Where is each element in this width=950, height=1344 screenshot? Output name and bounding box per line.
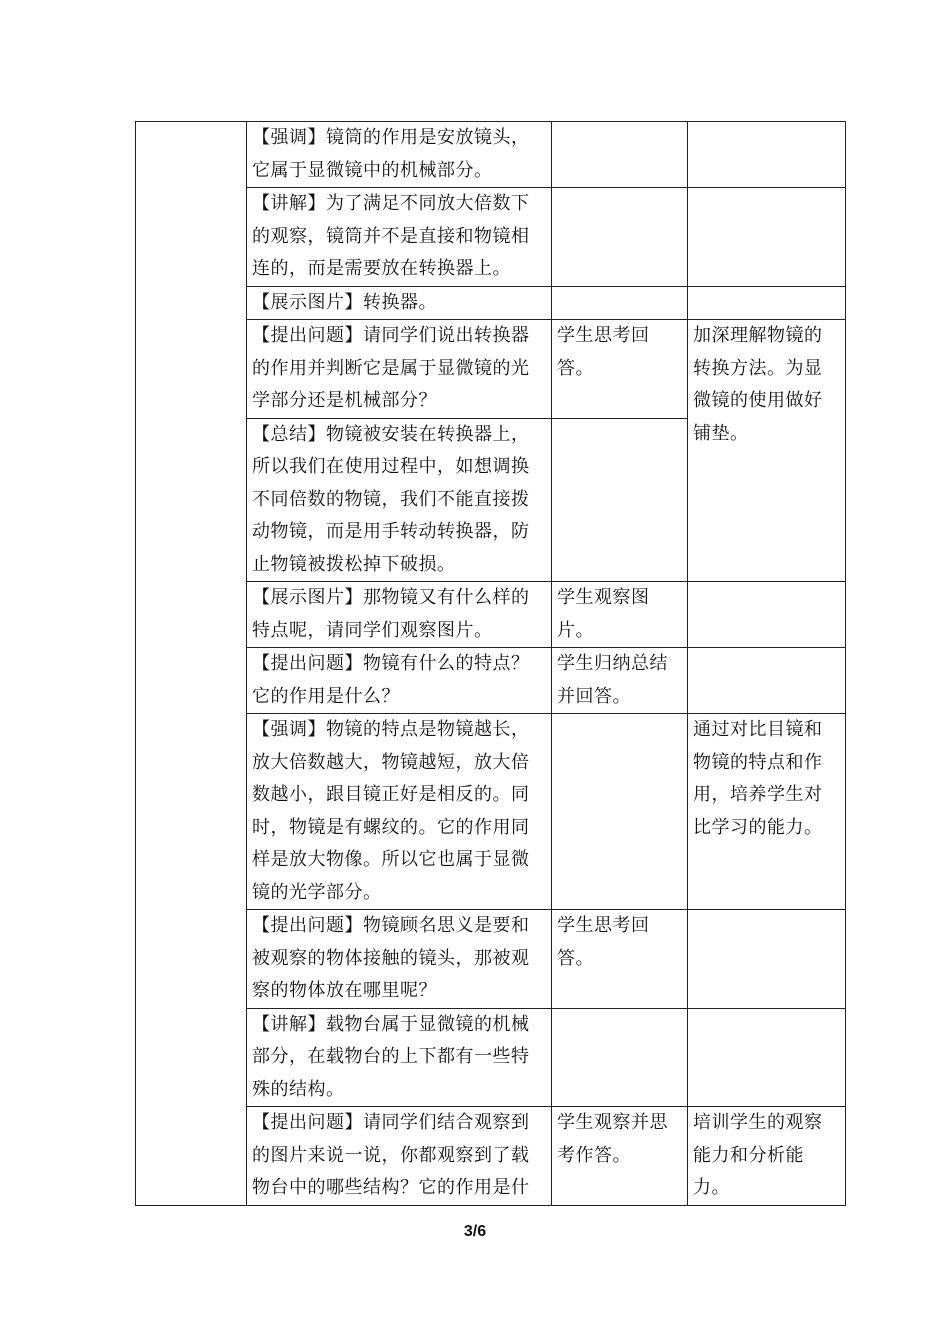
- activity-cell: 【提出问题】物镜顾名思义是要和被观察的物体接触的镜头，那被观察的物体放在哪里呢？: [247, 910, 552, 1009]
- student-activity-cell: [552, 188, 688, 287]
- design-intent-cell: [688, 910, 846, 1009]
- activity-cell: 【提出问题】物镜有什么的特点？它的作用是什么？: [247, 648, 552, 714]
- student-activity-cell: 学生观察并思考作答。: [552, 1107, 688, 1206]
- lesson-plan-table: [135, 121, 846, 1206]
- student-activity-cell: 学生思考回答。: [552, 320, 688, 419]
- student-activity-cell: [552, 1008, 688, 1107]
- design-intent-cell: [688, 648, 846, 714]
- design-intent-cell: [688, 1008, 846, 1107]
- activity-cell: 【强调】物镜的特点是物镜越长，放大倍数越大，物镜越短，放大倍数越小，跟目镜正好是相反的。同时，物镜是有螺纹的。它的作用同样是放大物像。所以它也属于显微镜的光学部分。: [247, 714, 552, 910]
- activity-cell: 【展示图片】那物镜又有什么样的特点呢，请同学们观察图片。: [247, 582, 552, 648]
- activity-cell: 【讲解】为了满足不同放大倍数下的观察，镜筒并不是直接和物镜相连的，而是需要放在转换器上。: [247, 188, 552, 287]
- activity-cell: 【展示图片】转换器。: [247, 286, 552, 320]
- design-intent-cell: [688, 188, 846, 287]
- design-intent-cell: 通过对比目镜和物镜的特点和作用，培养学生对比学习的能力。: [688, 714, 846, 910]
- activity-cell: 【提出问题】请同学们结合观察到的图片来说一说，你都观察到了载物台中的哪些结构？它的作用是什: [247, 1107, 552, 1206]
- student-activity-cell: [552, 714, 688, 910]
- design-intent-cell: 加深理解物镜的转换方法。为显微镜的使用做好铺垫。: [688, 320, 846, 582]
- student-activity-cell: 学生思考回答。: [552, 910, 688, 1009]
- activity-cell: 【提出问题】请同学们说出转换器的作用并判断它是属于显微镜的光学部分还是机械部分？: [247, 320, 552, 419]
- activity-cell: 【强调】镜筒的作用是安放镜头，它属于显微镜中的机械部分。: [247, 122, 552, 188]
- student-activity-cell: [552, 122, 688, 188]
- page-number: 3/6: [463, 1223, 487, 1240]
- section-column-cell: [136, 122, 247, 1206]
- design-intent-cell: [688, 582, 846, 648]
- student-activity-cell: 学生观察图片。: [552, 582, 688, 648]
- student-activity-cell: [552, 286, 688, 320]
- student-activity-cell: 学生归纳总结并回答。: [552, 648, 688, 714]
- design-intent-cell: 培训学生的观察能力和分析能力。: [688, 1107, 846, 1206]
- activity-cell: 【总结】物镜被安装在转换器上，所以我们在使用过程中，如想调换不同倍数的物镜，我们不能直接拨动物镜，而是用手转动转换器，防止物镜被拨松掉下破损。: [247, 418, 552, 582]
- design-intent-cell: [688, 286, 846, 320]
- student-activity-cell: [552, 418, 688, 582]
- design-intent-cell: [688, 122, 846, 188]
- table-row: [136, 122, 846, 188]
- activity-cell: 【讲解】载物台属于显微镜的机械部分，在载物台的上下都有一些特殊的结构。: [247, 1008, 552, 1107]
